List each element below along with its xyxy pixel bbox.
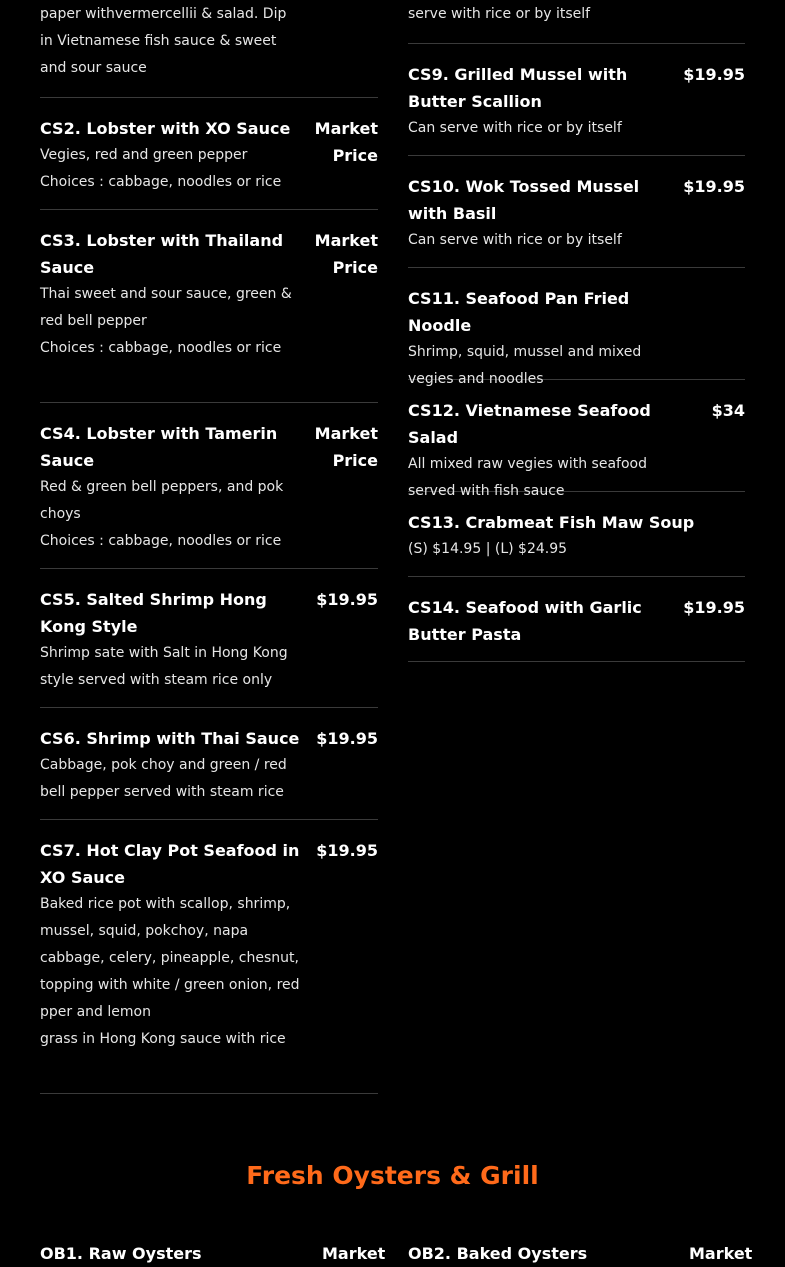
menu-item-cs7[interactable] xyxy=(40,820,378,1093)
menu-item-desc: Shrimp sate with Salt in Hong Kong style served with steam rice only xyxy=(40,645,288,688)
menu-column-left xyxy=(40,0,378,1094)
menu-column-right xyxy=(408,0,745,662)
menu-item-cs5[interactable] xyxy=(40,569,378,707)
menu-item-desc: Baked rice pot with scallop, shrimp, mussel, squid, pokchoy, napa cabbage, celery, pineapple, chesnut, topping with white / green onion, red pper and lemon grass in Hong Kong sauce with rice xyxy=(40,896,300,1047)
menu-item-title: CS11. Seafood Pan Fried Noodle xyxy=(408,289,630,335)
menu-item-title: CS9. Grilled Mussel with Butter Scallion xyxy=(408,65,628,111)
menu-item-desc: Shrimp, squid, mussel and mixed vegies and noodles xyxy=(408,344,642,387)
menu-item-price: $19.95 xyxy=(683,65,745,84)
menu-item-cs4[interactable] xyxy=(40,403,378,568)
menu-item-desc: All mixed raw vegies with seafood served with fish sauce xyxy=(408,456,647,499)
menu-item-title: CS2. Lobster with XO Sauce xyxy=(40,119,291,138)
menu-item-cs2[interactable] xyxy=(40,98,378,209)
oysters-row xyxy=(40,1240,753,1263)
menu-item-price: $19.95 xyxy=(316,590,378,609)
menu-item-cs10[interactable] xyxy=(408,156,745,267)
menu-item-ob2-price: Market xyxy=(689,1244,753,1263)
menu-item-cs9[interactable] xyxy=(408,44,745,155)
menu-item-ob1-title[interactable]: OB1. Raw Oysters xyxy=(40,1244,202,1263)
menu-item-price: Market Price xyxy=(314,119,378,165)
menu-item-price: $19.95 xyxy=(316,841,378,860)
menu-item-price: $19.95 xyxy=(316,729,378,748)
menu-item-title: CS14. Seafood with Garlic Butter Pasta xyxy=(408,598,642,644)
menu-item-desc: Can serve with rice or by itself xyxy=(408,120,622,136)
menu-item-cs6[interactable] xyxy=(40,708,378,819)
menu-item-price: Market Price xyxy=(314,231,378,277)
menu-item-desc: Red & green bell peppers, and pok choys Choices : cabbage, noodles or rice xyxy=(40,479,284,549)
menu-item-title: CS6. Shrimp with Thai Sauce xyxy=(40,729,300,748)
item-cs1-desc-tail: paper withvermercellii & salad. Dip in Vietnamese fish sauce & sweet and sour sauce xyxy=(40,6,287,76)
menu-item-desc: Can serve with rice or by itself xyxy=(408,232,622,248)
menu-item-desc: Vegies, red and green pepper Choices : cabbage, noodles or rice xyxy=(40,147,282,190)
item-cs8-desc-tail: serve with rice or by itself xyxy=(408,6,591,22)
menu-item-desc: (S) $14.95 | (L) $24.95 xyxy=(408,541,568,557)
menu-item-title: CS5. Salted Shrimp Hong Kong Style xyxy=(40,590,267,636)
menu-item-cs11[interactable] xyxy=(408,268,745,387)
menu-item-price: $34 xyxy=(711,401,745,420)
menu-item-ob2-title[interactable]: OB2. Baked Oysters xyxy=(408,1244,588,1263)
menu-item-title: CS7. Hot Clay Pot Seafood in XO Sauce xyxy=(40,841,300,887)
menu-item-cs3[interactable] xyxy=(40,210,378,402)
menu-item-cs14[interactable] xyxy=(408,577,745,661)
divider xyxy=(40,1093,378,1094)
menu-item-price: Market Price xyxy=(314,424,378,470)
menu-item-ob1-price: Market xyxy=(322,1244,386,1263)
menu-item-title: CS3. Lobster with Thailand Sauce xyxy=(40,231,284,277)
menu-item-price: $19.95 xyxy=(683,177,745,196)
menu-item-desc: Cabbage, pok choy and green / red bell pepper served with steam rice xyxy=(40,757,287,800)
menu-item-title: CS12. Vietnamese Seafood Salad xyxy=(408,401,651,447)
menu-item-price: $19.95 xyxy=(683,598,745,617)
divider xyxy=(408,661,745,662)
section-title-oysters: Fresh Oysters & Grill xyxy=(246,1161,539,1190)
menu-item-desc: Thai sweet and sour sauce, green & red bell pepper Choices : cabbage, noodles or rice xyxy=(40,286,292,356)
menu-item-title: CS4. Lobster with Tamerin Sauce xyxy=(40,424,278,470)
menu-item-title: CS10. Wok Tossed Mussel with Basil xyxy=(408,177,640,223)
menu-item-title: CS13. Crabmeat Fish Maw Soup xyxy=(408,513,695,532)
menu-item-cs12[interactable] xyxy=(408,380,745,499)
